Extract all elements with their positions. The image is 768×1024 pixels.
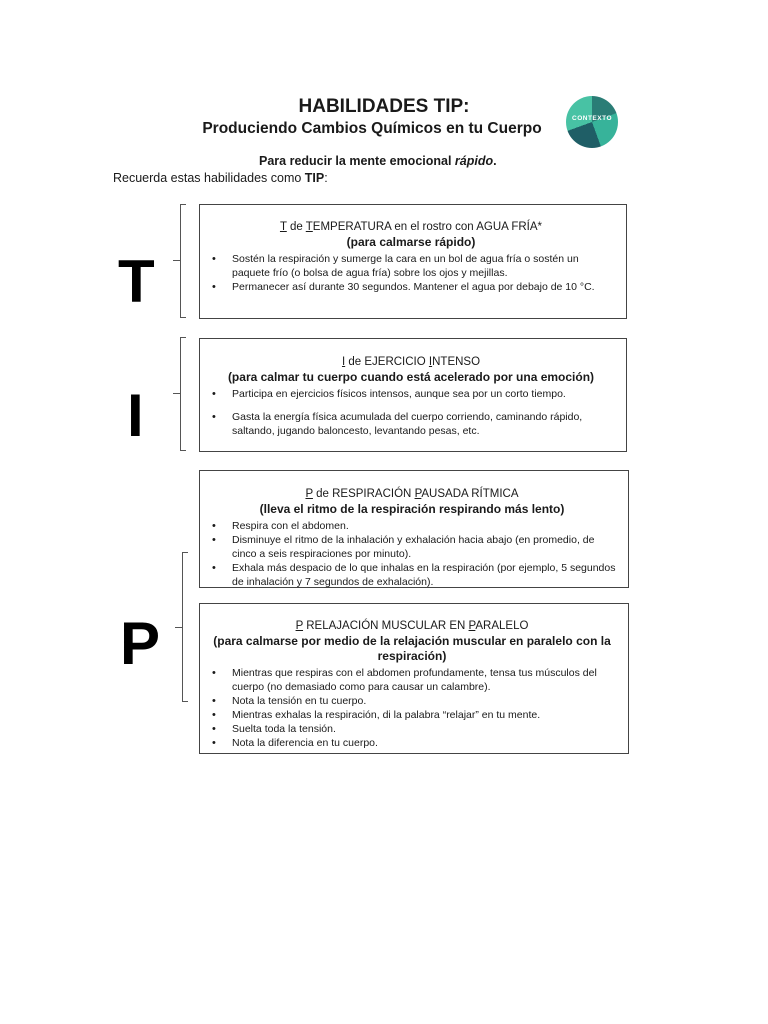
list-item: • Mientras exhalas la respiración, di la palabra “relajar” en tu mente. [232,708,618,722]
box-t-subheading: (para calmarse rápido) [346,235,476,249]
box-respiracion [199,470,629,588]
list-item: • Exhala más despacio de lo que inhalas en la respiración (por ejemplo, 5 segundos de inhalación y 7 segundos de exhalación). [232,561,618,589]
box-p1-heading: P de RESPIRACIÓN PAUSADA RÍTMICA [305,488,519,500]
box-p2-heading: P RELAJACIÓN MUSCULAR EN PARALELO [295,620,529,632]
box-p1-list [206,519,618,589]
bracket-i [180,337,186,451]
page-subtitle: Produciendo Cambios Químicos en tu Cuerpo [202,120,542,137]
letter-i: I [127,382,144,449]
intro-line-1: Para reducir la mente emocional rápido. [259,154,497,168]
bracket-p [182,552,188,702]
box-i-list [206,387,616,438]
list-item: • Mientras que respiras con el abdomen profundamente, tensa tus músculos del cuerpo (no demasiado como para causar un calambre). [232,666,618,694]
box-p1-subheading: (lleva el ritmo de la respiración respirando más lento) [259,502,565,516]
letter-t: T [118,248,155,315]
page-title: HABILIDADES TIP: [298,96,470,117]
list-item: • Permanecer así durante 30 segundos. Mantener el agua por debajo de 10 °C. [232,280,616,294]
list-item: • Nota la diferencia en tu cuerpo. [232,736,618,750]
bracket-i-tick [173,393,180,394]
bracket-t [180,204,186,318]
list-item: • Participa en ejercicios físicos intensos, aunque sea por un corto tiempo. [232,387,616,401]
list-item: • Suelta toda la tensión. [232,722,618,736]
box-temperatura [199,204,627,319]
intro-line-2: Recuerda estas habilidades como TIP: [113,171,328,185]
box-ejercicio [199,338,627,452]
letter-p: P [120,610,161,677]
box-i-subheading: (para calmar tu cuerpo cuando está acelerado por una emoción) [227,370,595,384]
list-item: • Nota la tensión en tu cuerpo. [232,694,618,708]
box-t-heading: T de TEMPERATURA en el rostro con AGUA FRÍA* [279,221,543,233]
list-item: • Respira con el abdomen. [232,519,618,533]
box-p2-subheading: (para calmarse por medio de la relajación muscular en paralelo con la respiración) [213,634,611,663]
bracket-t-tick [173,260,180,261]
list-item: • Sostén la respiración y sumerge la cara en un bol de agua fría o sostén un paquete frío (o bolsa de agua fría) sobre los ojos y mejillas. [232,252,616,280]
bracket-p-tick [175,627,182,628]
list-item: • Gasta la energía física acumulada del cuerpo corriendo, caminando rápido, saltando, jugando baloncesto, levantando pesas, etc. [232,410,616,438]
contexto-logo [566,96,618,148]
box-p2-list [206,666,618,750]
box-t-list [206,252,616,294]
logo-text: CONTEXTO [572,115,612,122]
list-item: • Disminuye el ritmo de la inhalación y exhalación hacia abajo (en promedio, de cinco a seis respiraciones por minuto). [232,533,618,561]
box-relajacion [199,603,629,754]
box-i-heading: I de EJERCICIO INTENSO [341,356,481,368]
